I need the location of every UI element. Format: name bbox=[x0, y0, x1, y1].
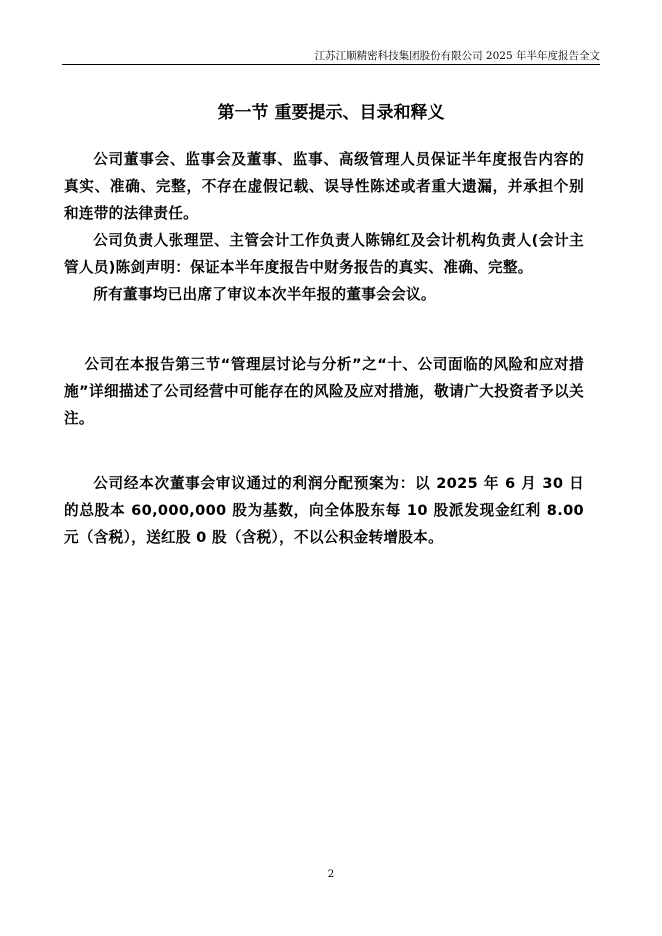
paragraph-directors-attendance: 所有董事均已出席了审议本次半年报的董事会会议。 bbox=[93, 286, 436, 303]
paragraph-board-guarantee: 公司董事会、监事会及董事、监事、高级管理人员保证半年度报告内容的真实、准确、完整，不存在虚假记载、误导性陈述或者重大遗漏，并承担个别和连带的法律责任。 bbox=[64, 151, 584, 222]
section-title: 第一节 重要提示、目录和释义 bbox=[217, 103, 445, 123]
page-number: 2 bbox=[327, 868, 335, 880]
paragraph-risk-notice: 公司在本报告第三节“管理层讨论与分析”之“十、公司面临的风险和应对措施”详细描述了公司经营中可能存在的风险及应对措施，敬请广大投资者予以关注。 bbox=[64, 356, 584, 427]
paragraph-responsible-persons: 公司负责人张理罡、主管会计工作负责人陈锦红及会计机构负责人(会计主管人员)陈剑声明：保证本半年度报告中财务报告的真实、准确、完整。 bbox=[64, 232, 584, 276]
header-divider bbox=[62, 64, 600, 65]
statement-block-3 bbox=[64, 470, 584, 551]
statement-block-2 bbox=[64, 351, 584, 432]
statement-block-1 bbox=[64, 146, 584, 308]
document-header: 江苏江顺精密科技集团股份有限公司 2025 年半年度报告全文 bbox=[314, 50, 600, 62]
paragraph-profit-distribution: 公司经本次董事会审议通过的利润分配预案为：以 2025 年 6 月 30 日的总股本 60,000,000 股为基数，向全体股东每 10 股派发现金红利 8.00 元（含税），送红股 0 股（含税），不以公积金转增股本。 bbox=[64, 475, 584, 546]
